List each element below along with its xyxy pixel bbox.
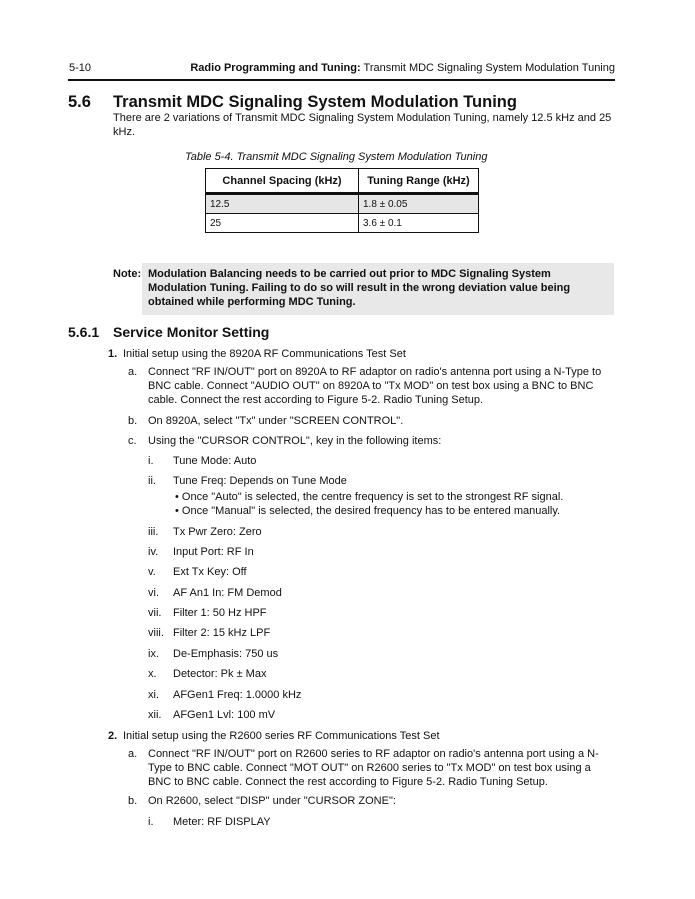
item-number: xii. — [148, 709, 162, 721]
substep-label: b. — [128, 415, 138, 427]
table-cell: 1.8 ± 0.05 — [359, 194, 479, 214]
step-number: 1. — [108, 348, 118, 360]
item-text: Meter: RF DISPLAY — [173, 816, 271, 828]
substep-label: a. — [128, 748, 138, 760]
step-number: 2. — [108, 730, 118, 742]
step-text: Initial setup using the 8920A RF Communications Test Set — [123, 348, 406, 360]
item-number: ix. — [148, 648, 159, 660]
running-header-bold: Radio Programming and Tuning: — [190, 62, 361, 74]
item-number: iii. — [148, 526, 159, 538]
item-text: Input Port: RF In — [173, 546, 254, 558]
step-text: Initial setup using the R2600 series RF Communications Test Set — [123, 730, 440, 742]
page-number: 5-10 — [69, 62, 92, 74]
table-cell: 12.5 — [206, 194, 359, 214]
note-text: Modulation Balancing needs to be carried out prior to MDC Signaling System Modulation Tuning. Failing to do so will result in the wrong deviation value being obtained while performing MDC Tuning. — [148, 268, 571, 308]
item-number: v. — [148, 566, 156, 578]
substep-label: b. — [128, 795, 138, 807]
bullet-text: Once "Manual" is selected, the desired frequency has to be entered manually. — [181, 505, 561, 517]
item-text: Filter 1: 50 Hz HPF — [173, 607, 267, 619]
substep-text: On R2600, select "DISP" under "CURSOR ZONE": — [148, 795, 396, 807]
item-number: iv. — [148, 546, 159, 558]
table-header-row — [206, 169, 479, 194]
header-rule — [68, 79, 615, 81]
item-number: ii. — [148, 475, 156, 487]
table-row — [206, 194, 479, 214]
item-text: Tune Mode: Auto — [173, 455, 257, 467]
tuning-table — [205, 168, 479, 233]
item-number: vi. — [148, 587, 159, 599]
item-text: AFGen1 Lvl: 100 mV — [173, 709, 276, 721]
section-title: Transmit MDC Signaling System Modulation Tuning — [113, 93, 517, 111]
substep-text: On 8920A, select "Tx" under "SCREEN CONTROL". — [148, 415, 404, 427]
running-header — [190, 61, 615, 75]
table-caption: Table 5-4. Transmit MDC Signaling System Modulation Tuning — [185, 151, 488, 163]
substep-text: Connect "RF IN/OUT" port on 8920A to RF adaptor on radio's antenna port using a N-Type to BNC cable. Connect "AUDIO OUT" on 8920A to "Tx MOD" on test box using a BNC to BNC cable. Connect the rest according to Figure 5-2. Radio Tuning Setup. — [148, 366, 602, 406]
substep-text: Connect "RF IN/OUT" port on R2600 series to RF adaptor on radio's antenna port using a N-Type to BNC cable. Connect "MOT OUT" on R2600 series to "Tx MOD" on test box using a BNC to BNC cable. Connect the rest according to Figure 5-2. Radio Tuning Setup. — [148, 748, 599, 788]
item-text: Detector: Pk ± Max — [173, 668, 267, 680]
item-number: i. — [148, 816, 154, 828]
bullet-item: • Once "Manual" is selected, the desired frequency has to be entered manually. — [175, 505, 561, 517]
item-text: AF An1 In: FM Demod — [173, 587, 282, 599]
bullet-text: Once "Auto" is selected, the centre frequency is set to the strongest RF signal. — [181, 491, 564, 503]
item-text: De-Emphasis: 750 us — [173, 648, 279, 660]
substep-text: Using the "CURSOR CONTROL", key in the following items: — [148, 435, 442, 447]
table-header: Channel Spacing (kHz) — [206, 169, 359, 194]
section-number: 5.6 — [68, 93, 91, 111]
item-text: Ext Tx Key: Off — [173, 566, 247, 578]
item-number: x. — [148, 668, 157, 680]
item-number: i. — [148, 455, 154, 467]
substep-label: c. — [128, 435, 137, 447]
item-number: viii. — [148, 627, 164, 639]
item-number: vii. — [148, 607, 162, 619]
table-row — [206, 214, 479, 233]
running-header-title: Transmit MDC Signaling System Modulation Tuning — [363, 62, 615, 74]
item-text: Tx Pwr Zero: Zero — [173, 526, 262, 538]
item-text: AFGen1 Freq: 1.0000 kHz — [173, 689, 302, 701]
bullet-item: • Once "Auto" is selected, the centre frequency is set to the strongest RF signal. — [175, 491, 564, 503]
subsection-number: 5.6.1 — [68, 324, 100, 340]
table-cell: 3.6 ± 0.1 — [359, 214, 479, 233]
section-intro: There are 2 variations of Transmit MDC Signaling System Modulation Tuning, namely 12.5 kHz and 25 kHz. — [113, 112, 612, 138]
item-text: Filter 2: 15 kHz LPF — [173, 627, 271, 639]
table-header: Tuning Range (kHz) — [359, 169, 479, 194]
note-label: Note: — [113, 268, 142, 280]
subsection-title: Service Monitor Setting — [113, 324, 270, 340]
substep-label: a. — [128, 366, 138, 378]
item-text: Tune Freq: Depends on Tune Mode — [173, 475, 347, 487]
table-cell: 25 — [206, 214, 359, 233]
item-number: xi. — [148, 689, 159, 701]
